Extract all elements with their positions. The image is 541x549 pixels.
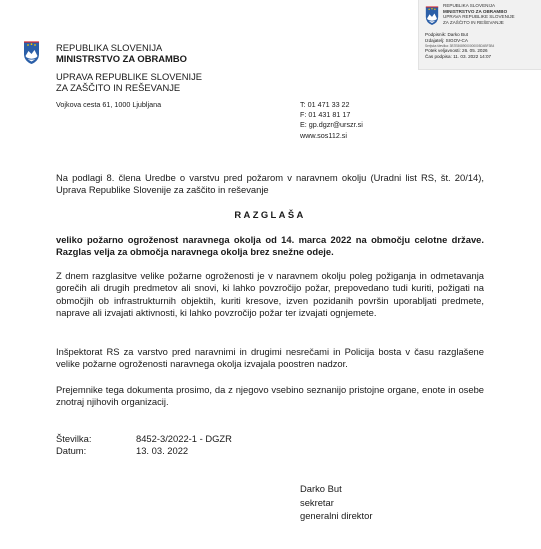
letterhead-ministry-name: MINISTRSTVO ZA OBRAMBO [56, 53, 187, 65]
stamp-valid-until: Potek veljavnosti: 26. 05. 2026 [425, 48, 488, 54]
signatory-role: sekretar [300, 496, 334, 508]
intro-paragraph: Na podlagi 8. člena Uredbe o varstvu pred požarom v naravnem okolju (Uradni list RS, št. 20/14), Uprava Republike Slovenije za zaščito in reševanje [56, 172, 484, 196]
document-title: RAZGLAŠA [234, 209, 306, 220]
inspection-paragraph: Inšpektorat RS za varstvo pred naravnimi in drugimi nesrečami in Policija bosta v času razglašene velike požarne ogroženosti naravnega okolja izvajala poostren nadzor. [56, 346, 484, 370]
announcement-paragraph: veliko požarno ogroženost naravnega okolja od 14. marca 2022 na območju celotne države. Razglas velja za območja naravnega okolja brez snežne odeje. [56, 234, 484, 258]
contact-website: www.sos112.si [300, 130, 348, 140]
letterhead-agency: UPRAVA REPUBLIKE SLOVENIJE ZA ZAŠČITO IN REŠEVANJE [56, 71, 203, 94]
stamp-serial: Serijska številka: 3B7E8689000000005D4BF3B4 [425, 43, 495, 48]
date-value: 13. 03. 2022 [136, 445, 189, 456]
number-value: 8452-3/2022-1 - DGZR [136, 433, 232, 444]
contact-email: E: gp.dgzr@urszr.si [300, 120, 363, 130]
stamp-organization: REPUBLIKA SLOVENIJA MINISTRSTVO ZA OBRAMBO UPRAVA REPUBLIKE SLOVENIJE ZA ZAŠČITO IN REŠEVANJE [443, 3, 515, 25]
number-label: Številka: [56, 433, 92, 444]
letterhead-country: REPUBLIKA SLOVENIJA [56, 42, 163, 53]
stamp-issuer: Izdajatelj: SIGOV-CA [425, 37, 468, 43]
coat-of-arms-icon [425, 6, 439, 26]
signature-block [300, 482, 372, 523]
signatory-name: Darko But [300, 483, 342, 494]
prohibitions-paragraph: Z dnem razglasitve velike požarne ogroženosti je v naravnem okolju poleg požiganja in odmetavanja gorečih ali drugih predmetov ali snovi, ki lahko povzročijo požar, prepovedano tudi kuriti, požigati na območjih ob infrastrukturnih objektih, kuriti kresove, izven pozidanih površin uporabljati predmete, naprave ali izvajati aktivnosti, ki lahko povzročijo požar ter izvajati ognjemete. [56, 270, 484, 319]
contact-phone: T: 01 471 33 22 [300, 100, 350, 109]
coat-of-arms-icon [23, 41, 40, 65]
letterhead-address: Vojkova cesta 61, 1000 Ljubljana [56, 100, 162, 109]
digital-signature-stamp [418, 0, 541, 70]
stamp-signer: Podpisnik: Darko But [425, 32, 468, 37]
recipients-paragraph: Prejemnike tega dokumenta prosimo, da z njegovo vsebino seznanijo pristojne organe, enote in osebe znotraj njihovih organizacij. [56, 384, 484, 408]
letterhead-ministry [56, 42, 187, 65]
contact-fax: F: 01 431 81 17 [300, 110, 351, 120]
stamp-signature-details [425, 32, 494, 60]
signatory-title: generalni direktor [300, 510, 373, 521]
stamp-sign-time: Čas podpisa: 11. 03. 2022 14:07 [425, 53, 492, 59]
date-label: Datum: [56, 445, 87, 456]
letterhead-contacts [300, 100, 363, 141]
